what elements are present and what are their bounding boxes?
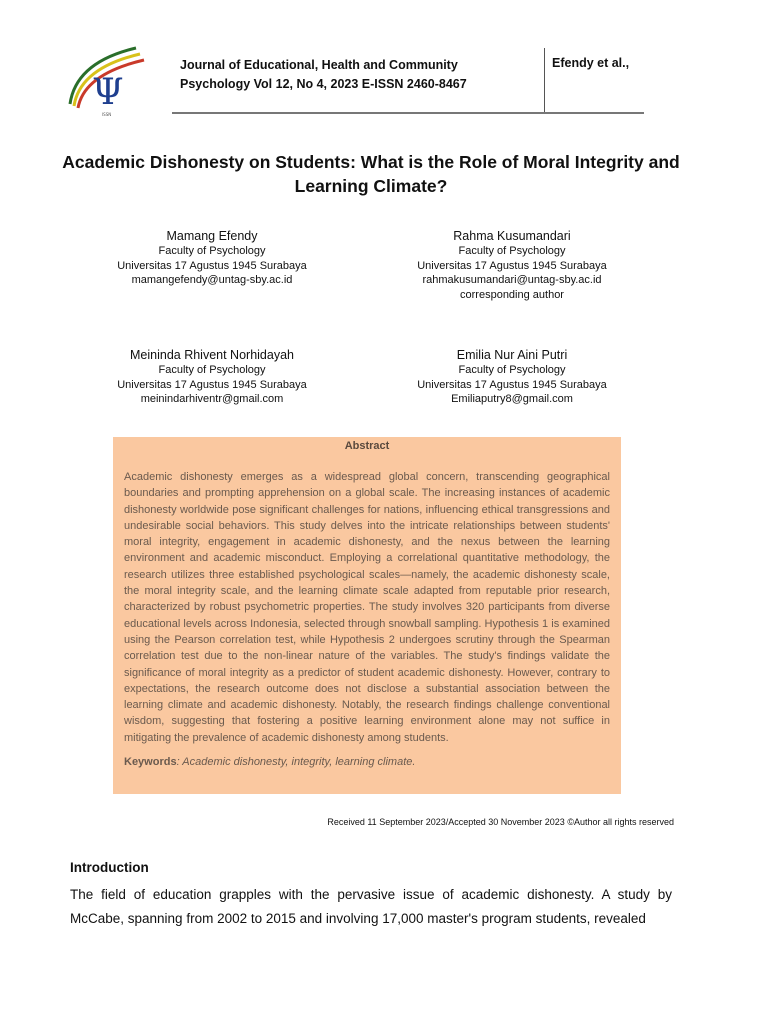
keywords-text: : Academic dishonesty, integrity, learning climate. [176, 756, 416, 769]
journal-line-1: Journal of Educational, Health and Community [180, 58, 458, 72]
author-dept: Faculty of Psychology [158, 245, 266, 257]
article-title: Academic Dishonesty on Students: What is the Role of Moral Integrity and Learning Climate? [62, 152, 680, 196]
author-block-2 [362, 228, 662, 302]
author-univ: Universitas 17 Agustus 1945 Surabaya [417, 259, 607, 272]
journal-logo [66, 42, 158, 120]
author-univ: Universitas 17 Agustus 1945 Surabaya [117, 378, 307, 391]
svg-text:Ψ: Ψ [92, 72, 124, 113]
keywords [124, 756, 610, 768]
keywords-label: Keywords [124, 756, 177, 769]
author-block-1 [62, 228, 362, 288]
introduction-text: The field of education grapples with the pervasive issue of academic dishonesty. A study by McCabe, spanning from 2002 to 2015 and involving 17,000 master's program students, revealed [70, 887, 672, 926]
author-name: Meininda Rhivent Norhidayah [130, 348, 294, 362]
author-email: rahmakusumandari@untag-sby.ac.id [422, 274, 602, 286]
author-note: corresponding author [460, 288, 564, 301]
author-block-3 [62, 347, 362, 407]
introduction-heading: Introduction [70, 860, 149, 875]
running-author: Efendy et al., [552, 56, 630, 70]
received-dates: Received 11 September 2023/Accepted 30 November 2023 ©Author all rights reserved [327, 817, 674, 827]
abstract-heading: Abstract [344, 440, 390, 452]
author-email: Emiliaputry8@gmail.com [451, 393, 573, 405]
abstract-text: Academic dishonesty emerges as a widespread global concern, transcending geographical boundaries and prompting apprehension on a global scale. The increasing instances of academic dishonesty worldwide pose significant challenges for nations, influencing ethical transgressions and undesirable social behaviors. This study delves into the intricate relationships between students' moral integrity, engagement in academic dishonesty, and the nexus between the learning environment and academic misconduct. Employing a correlational quantitative methodology, the research utilizes three established psychological scales—namely, the academic dishonesty scale, the moral integrity scale, and the learning climate scale adapted from reputable prior research, characterized by robust psychometric properties. The study involves 320 participants from diverse educational levels across Indonesia, selected through snowball sampling. Hypothesis 1 is examined using the Pearson correlation test, while Hypothesis 2 undergoes scrutiny through the Spearman correlation test due to the non-linear nature of the variables. The study's findings validate the significance of moral integrity as a predictor of student academic dishonesty. However, contrary to expectations, the research outcome does not disclose a substantial association between the learning climate and academic dishonesty. Notably, the research findings challenge conventional wisdom, suggesting that fostering a positive learning environment alone may not suffice in mitigating the prevalence of academic dishonesty among students. [124, 471, 610, 744]
author-univ: Universitas 17 Agustus 1945 Surabaya [117, 259, 307, 272]
author-email: meinindarhiventr@gmail.com [140, 393, 284, 405]
author-dept: Faculty of Psychology [458, 364, 566, 376]
header-divider [544, 48, 545, 112]
author-name: Mamang Efendy [166, 229, 258, 243]
author-dept: Faculty of Psychology [158, 364, 266, 376]
abstract-box [113, 437, 621, 794]
author-univ: Universitas 17 Agustus 1945 Surabaya [417, 378, 607, 391]
author-email: mamangefendy@untag-sby.ac.id [131, 274, 293, 286]
svg-text:ISSN: ISSN [102, 112, 112, 117]
author-block-4 [362, 347, 662, 407]
author-name: Emilia Nur Aini Putri [456, 348, 568, 362]
journal-info [180, 56, 530, 94]
author-dept: Faculty of Psychology [458, 245, 566, 257]
journal-line-2: Psychology Vol 12, No 4, 2023 E-ISSN 2460-8467 [180, 77, 467, 91]
header-rule [172, 112, 644, 114]
author-name: Rahma Kusumandari [453, 229, 571, 243]
